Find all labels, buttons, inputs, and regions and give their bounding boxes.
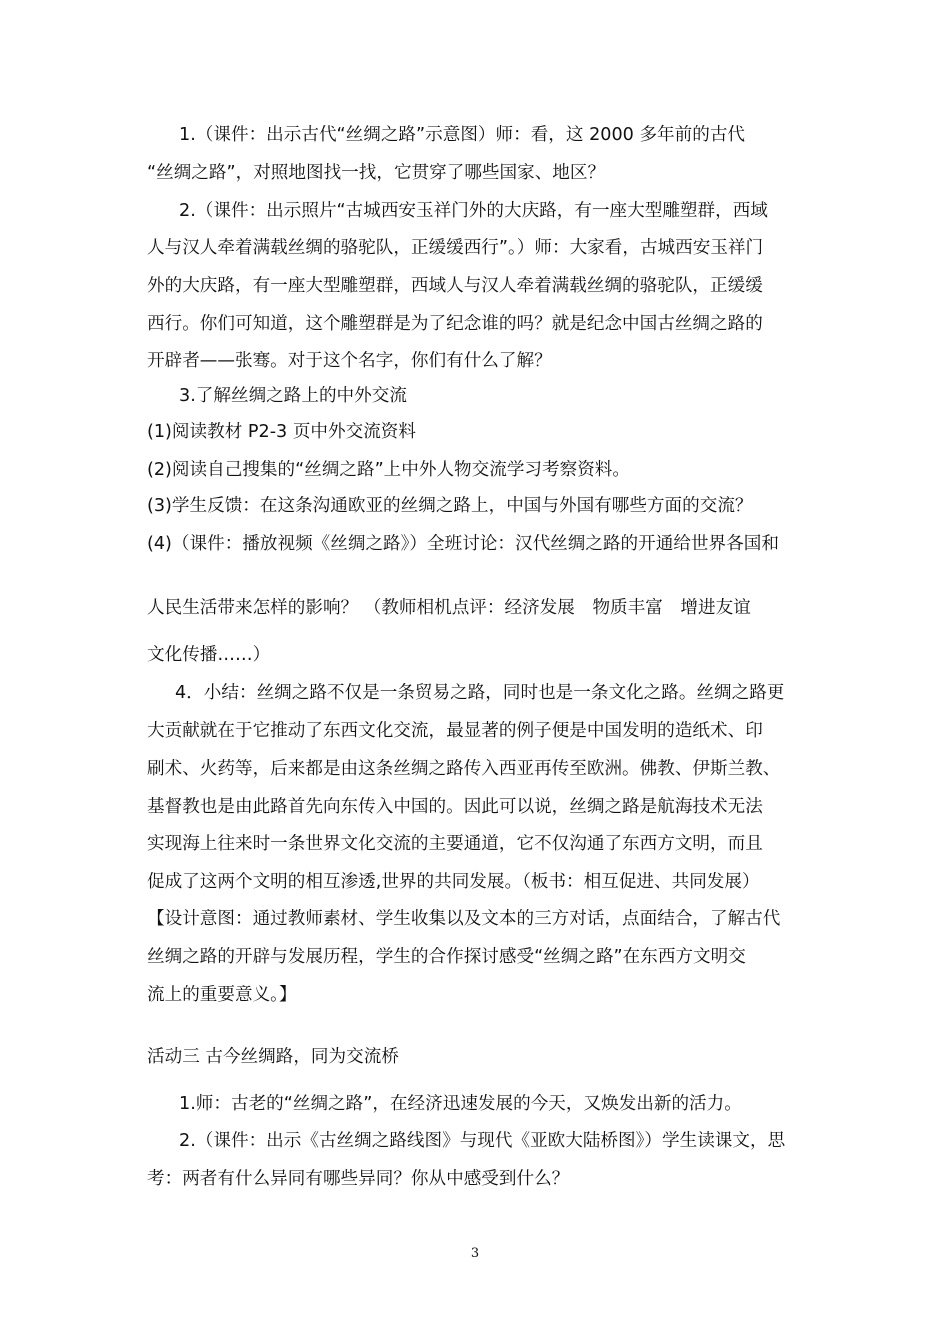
text-line: 考：两者有什么异同有哪些异同？你从中感受到什么？ — [147, 1169, 570, 1189]
text-line: 【设计意图：通过教师素材、学生收集以及文本的三方对话，点面结合，了解古代 — [147, 909, 781, 929]
text-line: 流上的重要意义。】 — [147, 985, 297, 1005]
text-line: (2)阅读自己搜集的“丝绸之路”上中外人物交流学习考察资料。 — [147, 460, 630, 480]
text-line: (1)阅读教材 P2-3 页中外交流资料 — [147, 422, 416, 442]
text-line: 刷术、火药等，后来都是由这条丝绸之路传入西亚再传至欧洲。佛教、伊斯兰教、 — [147, 759, 781, 779]
text-line: (4)（课件：播放视频《丝绸之路》）全班讨论：汉代丝绸之路的开通给世界各国和 — [147, 534, 779, 554]
text-line: 人民生活带来怎样的影响？ （教师相机点评：经济发展 物质丰富 增进友谊 — [147, 598, 751, 618]
text-line: 丝绸之路的开辟与发展历程，学生的合作探讨感受“丝绸之路”在东西方文明交 — [147, 947, 746, 967]
text-line: 西行。你们可知道，这个雕塑群是为了纪念谁的吗？就是纪念中国古丝绸之路的 — [147, 314, 763, 334]
text-line: 外的大庆路，有一座大型雕塑群，西域人与汉人牵着满载丝绸的骆驼队，正缓缓 — [147, 276, 763, 296]
text-line: 开辟者——张骞。对于这个名字，你们有什么了解？ — [147, 351, 552, 371]
text-line: 1.师：古老的“丝绸之路”，在经济迅速发展的今天，又焕发出新的活力。 — [179, 1094, 742, 1114]
text-line: 人与汉人牵着满载丝绸的骆驼队，正缓缓西行”。）师：大家看，古城西安玉祥门 — [147, 238, 764, 258]
text-line: 大贡献就在于它推动了东西文化交流，最显著的例子便是中国发明的造纸术、印 — [147, 721, 763, 741]
text-line: 2.（课件：出示《古丝绸之路线图》与现代《亚欧大陆桥图》）学生读课文，思 — [179, 1131, 786, 1151]
text-line: (3)学生反馈：在这条沟通欧亚的丝绸之路上，中国与外国有哪些方面的交流？ — [147, 496, 753, 516]
page-number: 3 — [470, 1246, 480, 1261]
text-line: “丝绸之路”，对照地图找一找，它贯穿了哪些国家、地区？ — [147, 163, 606, 183]
text-line: 3.了解丝绸之路上的中外交流 — [179, 386, 407, 406]
text-line: 文化传播……） — [147, 645, 271, 665]
text-line: 4．小结：丝绸之路不仅是一条贸易之路，同时也是一条文化之路。丝绸之路更 — [175, 683, 785, 703]
text-line: 2.（课件：出示照片“古城西安玉祥门外的大庆路，有一座大型雕塑群，西域 — [179, 201, 768, 221]
text-line: 1.（课件：出示古代“丝绸之路”示意图）师：看，这 2000 多年前的古代 — [179, 125, 746, 145]
text-line: 实现海上往来时一条世界文化交流的主要通道，它不仅沟通了东西方文明，而且 — [147, 834, 763, 854]
text-line: 促成了这两个文明的相互渗透,世界的共同发展。（板书：相互促进、共同发展） — [147, 872, 760, 892]
text-line: 基督教也是由此路首先向东传入中国的。因此可以说，丝绸之路是航海技术无法 — [147, 797, 763, 817]
section-heading: 活动三 古今丝绸路，同为交流桥 — [147, 1047, 399, 1067]
